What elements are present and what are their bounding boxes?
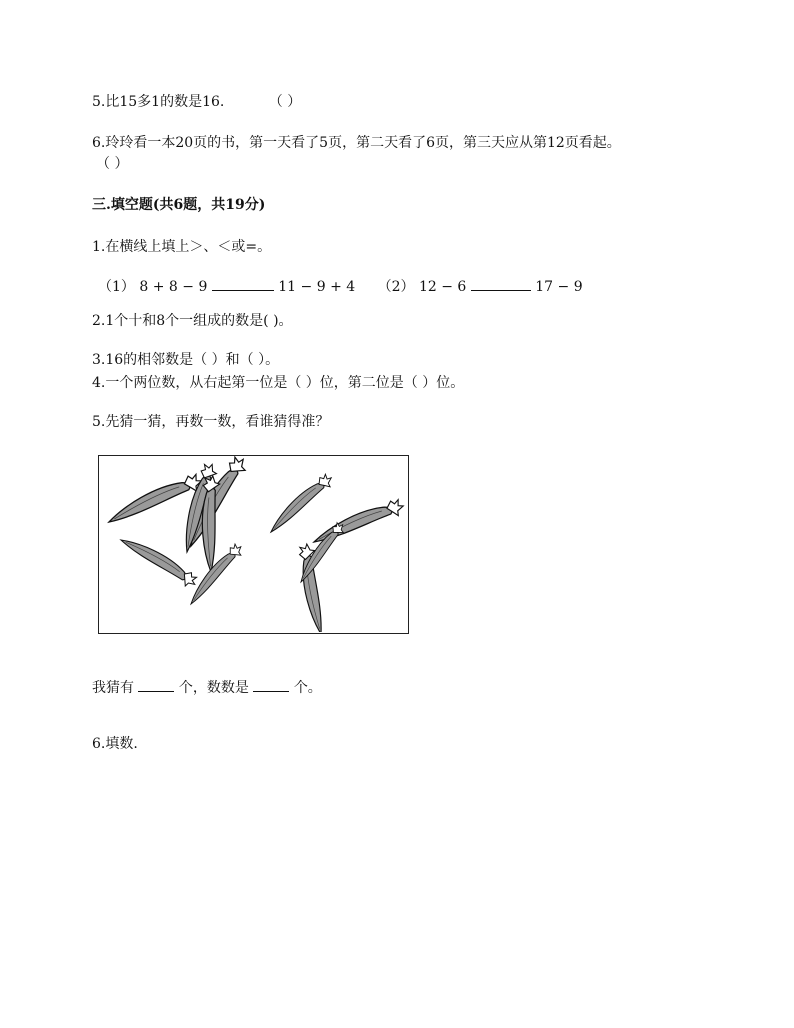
item-1-right-expr: 11 − 9 + 4 xyxy=(278,279,356,295)
question-5-judge xyxy=(92,93,301,111)
chili-pepper xyxy=(309,498,405,543)
question-5-text: 5.比15多1的数是16. xyxy=(92,94,225,110)
fill-question-4: 4.一个两位数，从右起第一位是（ ）位，第二位是（ ）位。 xyxy=(92,375,465,391)
fill-question-5: 5.先猜一猜，再数一数，看谁猜得准？ xyxy=(92,414,330,430)
section-3-title: 三.填空题(共6题，共19分) xyxy=(92,197,266,213)
answer-parenthesis[interactable]: （ ） xyxy=(96,156,129,172)
chili-pepper xyxy=(292,521,347,583)
fill-question-2: 2.1个十和8个一组成的数是( )。 xyxy=(92,313,293,329)
question-6-answer[interactable] xyxy=(96,155,128,173)
guess-prefix: 我猜有 xyxy=(92,680,134,696)
item-1-blank[interactable] xyxy=(212,277,274,291)
item-2-right-expr: 17 − 9 xyxy=(535,279,583,295)
item-1-left-expr: 8 + 8 − 9 xyxy=(139,279,208,295)
count-prefix: 个，数数是 xyxy=(178,680,249,696)
item-2-label: （2） xyxy=(377,279,415,295)
count-suffix: 个。 xyxy=(293,680,322,696)
chili-pepper xyxy=(263,472,335,533)
question-6-judge xyxy=(92,134,621,152)
item-2-blank[interactable] xyxy=(471,277,531,291)
fill-question-3: 3.16的相邻数是（ ）和（ ）。 xyxy=(92,352,280,368)
guess-count-line xyxy=(92,678,322,697)
question-6-text: 6.玲玲看一本20页的书，第一天看了5页，第二天看了6页，第三天应从第12页看起。 xyxy=(92,135,621,151)
count-blank[interactable] xyxy=(253,678,289,692)
guess-blank[interactable] xyxy=(138,678,174,692)
chili-pepper-figure xyxy=(98,455,409,634)
fill-question-1-items xyxy=(98,277,583,296)
chili-peppers-illustration xyxy=(99,456,407,632)
item-1-label: （1） xyxy=(98,279,135,295)
fill-question-6: 6.填数. xyxy=(92,736,138,752)
answer-parenthesis[interactable]: （ ） xyxy=(268,94,302,110)
item-2-left-expr: 12 − 6 xyxy=(418,279,467,295)
fill-question-1: 1.在横线上填上＞、＜或=。 xyxy=(92,239,272,255)
